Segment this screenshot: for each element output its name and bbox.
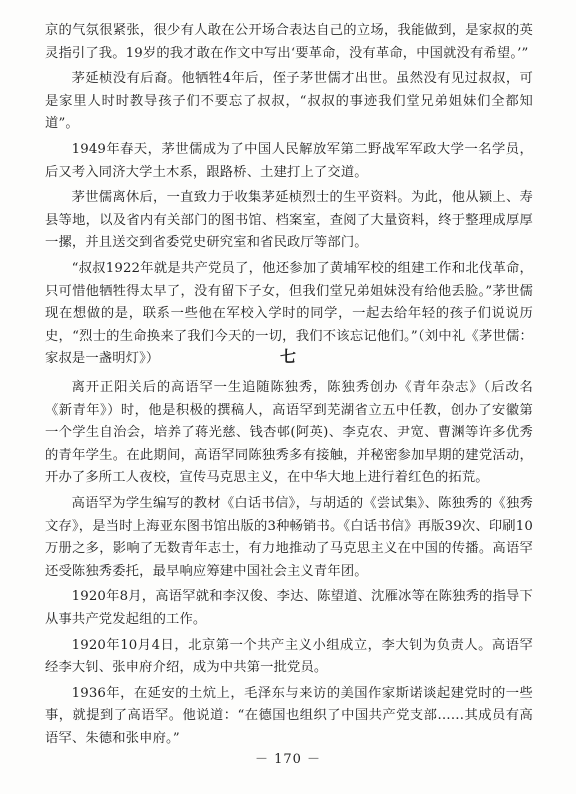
lower-text-block xyxy=(45,377,533,751)
upper-text-block xyxy=(45,20,533,371)
paragraph: 1949年春天，茅世儒成为了中国人民解放军第二野战军军政大学一名学员，后又考入同济大学土木系，跟路桥、土建打上了交道。 xyxy=(45,141,533,180)
paragraph: 茅世儒离休后，一直致力于收集茅延桢烈士的生平资料。为此，他从颍上、寿县等地，以及省内有关部门的图书馆、档案室，查阅了大量资料，终于整理成厚厚一摞，并且送交到省委党史研究室和省民政厅等部门。 xyxy=(45,190,533,251)
paragraph: 1920年8月，高语罕就和李汉俊、李达、陈望道、沈雁冰等在陈独秀的指导下从事共产党发起组的工作。 xyxy=(45,589,533,627)
paragraph: 离开正阳关后的高语罕一生追随陈独秀，陈独秀创办《青年杂志》（后改名《新青年》）时，他是积极的撰稿人，高语罕到芜湖省立五中任教，创办了安徽第一个学生自治会，培养了蒋光慈、钱杏邨(阿英)、李克农、尹宽、曹渊等许多优秀的青年学生。在此期间，高语罕同陈独秀多有接触，并秘密参加早期的建党活动，开办了多所工人夜校，宣传马克思主义，在中华大地上进行着红色的拓荒。 xyxy=(45,380,533,486)
paragraph: 京的气氛很紧张，很少有人敢在公开场合表达自己的立场，我能做到，是家叔的英灵指引了我。19岁的我才敢在作文中写出‘要革命，没有革命，中国就没有希望。’” xyxy=(45,23,533,61)
paragraph: 高语罕为学生编写的教材《白话书信》，与胡适的《尝试集》、陈独秀的《独秀文存》，是当时上海亚东图书馆出版的3种畅销书。《白话书信》再版39次、印刷10万册之多，影响了无数青年志士，有力地推动了马克思主义在中国的传播。高语罕还受陈独秀委托，最早响应筹建中国社会主义青年团。 xyxy=(45,495,533,579)
paragraph: “叔叔1922年就是共产党员了，他还参加了黄埔军校的组建工作和北伐革命，只可惜他牺牲得太早了，没有留下子女，但我们堂兄弟姐妹没有给他丢脸。”茅世儒现在想做的是，联系一些他在军校入学时的同学，一起去给年轻的孩子们说说历史，“烈士的生命换来了我们今天的一切，我们不该忘记他们。”（刘中礼《茅世儒：家叔是一盏明灯》） xyxy=(45,260,533,367)
paragraph: 茅延桢没有后裔。他牺牲4年后，侄子茅世儒才出世。虽然没有见过叔叔，可是家里人时时教导孩子们不要忘了叔叔，“叔叔的事迹我们堂兄弟姐妹们全都知道”。 xyxy=(45,71,533,132)
paragraph: 1920年10月4日，北京第一个共产主义小组成立，李大钊为负责人。高语罕经李大钊、张申府介绍，成为中共第一批党员。 xyxy=(45,637,533,676)
section-heading: 七 xyxy=(279,347,296,366)
paragraph: 1936年，在延安的土炕上，毛泽东与来访的美国作家斯诺谈起建党时的一些事，就提到了高语罕。他说道：“在德国也组织了中国共产党支部……其成员有高语罕、朱德和张申府。” xyxy=(45,685,533,746)
page-number: － 170 － xyxy=(254,752,322,767)
